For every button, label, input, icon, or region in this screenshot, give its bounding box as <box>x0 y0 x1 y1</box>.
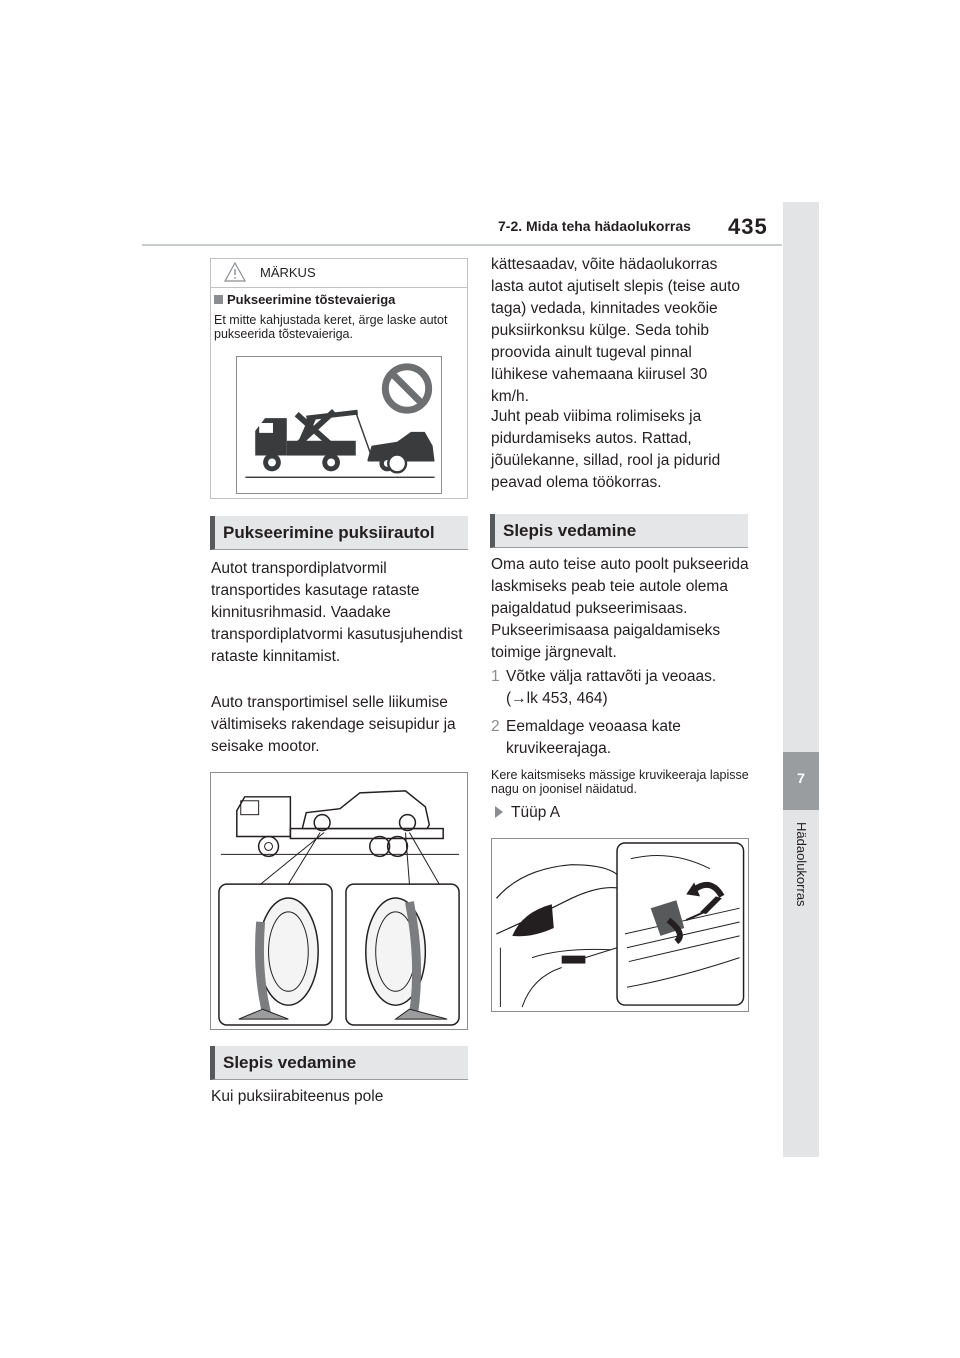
flatbed-paragraph-2: Auto transportimisel selle liikumise vältimiseks rakendage seisupidur ja seisake mootor. <box>211 694 456 755</box>
warning-triangle-icon <box>224 262 246 282</box>
notice-header <box>211 259 467 288</box>
flatbed-wheel-strap-figure <box>210 772 468 1030</box>
towing-paragraph-driver: Juht peab viibima rolimiseks ja pidurdamiseks autos. Rattad, jõuülekanne, sillad, rool ja pidurid peavad olema töökorras. <box>491 408 721 491</box>
notice-label: MÄRKUS <box>260 265 316 280</box>
heading-flatbed-text: Pukseerimine puksiirautol <box>223 522 435 542</box>
notice-subheading-text: Pukseerimine tõstevaieriga <box>227 292 396 307</box>
notice-text: Et mitte kahjustada keret, ärge laske autot pukseerida tõstevaieriga. <box>214 313 448 341</box>
heading-towing-right-text: Slepis vedamine <box>503 520 637 540</box>
step-number: 2 <box>491 718 500 735</box>
step-2-text: Eemaldage veoaasa kate kruvikeerajaga. <box>506 718 681 757</box>
towing-intro: Oma auto teise auto poolt pukseerida laskmiseks peab teie autole olema paigaldatud pukseerimisaas. Pukseerimisaasa paigaldamiseks toimige järgnevalt. <box>491 556 749 661</box>
step-1-reference: (→lk 453, 464) <box>506 690 608 707</box>
step-number: 1 <box>491 668 500 685</box>
triangle-bullet-icon <box>495 806 503 818</box>
chapter-side-tab <box>783 202 819 1157</box>
bullet-square-icon <box>214 295 223 304</box>
type-a-label-text: Tüüp A <box>511 804 561 821</box>
tow-truck-prohibited-figure <box>236 356 442 494</box>
heading-flatbed-towing <box>210 516 468 550</box>
heading-towing-left <box>210 1046 468 1080</box>
type-a-label <box>495 802 560 824</box>
tow-eye-cover-figure <box>491 838 749 1012</box>
towing-paragraph-continued: kättesaadav, võite hädaolukorras lasta autot ajutiselt slepis (teise auto taga) vedada, kinnitades veokõie puksiirkonksu külge. Seda tohib proovida ainult tugeval pinnal lühikese vahemaana kiirusel 30 km/h. <box>491 256 740 405</box>
heading-towing-left-text: Slepis vedamine <box>223 1052 357 1072</box>
protection-note: Kere kaitsmiseks mässige kruvikeeraja lapisse nagu on joonisel näidatud. <box>491 768 749 796</box>
section-title: 7-2. Mida teha hädaolukorras <box>498 218 691 234</box>
header-rule <box>142 244 782 246</box>
heading-towing-right <box>490 514 748 548</box>
page-number: 435 <box>728 214 768 239</box>
chapter-label: Hädaolukorras <box>794 822 809 907</box>
flatbed-paragraph-1: Autot transpordiplatvormil transportides kasutage rataste kinnitusrihmasid. Vaadake transpordiplatvormi kasutusjuhendist rataste kinnitamist. <box>211 560 463 665</box>
notice-subheading <box>214 292 395 307</box>
step-1 <box>491 666 749 710</box>
step-1-text: Võtke välja rattavõti ja veoaas. <box>506 668 717 685</box>
step-2 <box>491 716 749 760</box>
towing-left-paragraph: Kui puksiirabiteenus pole <box>211 1088 384 1105</box>
chapter-number: 7 <box>797 770 805 786</box>
